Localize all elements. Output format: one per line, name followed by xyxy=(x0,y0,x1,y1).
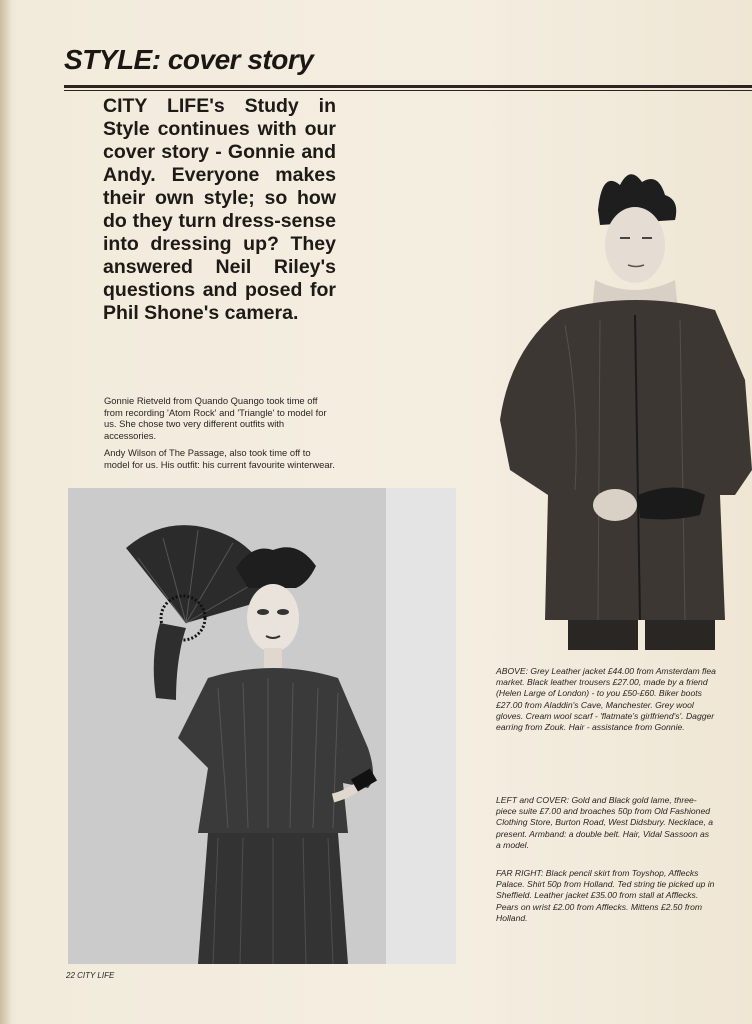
body-paragraph-gonnie: Gonnie Rietveld from Quando Quango took time off from recording 'Atom Rock' and 'Triangle' to model for us. She chose two very different outfits with accessories. xyxy=(104,395,327,441)
header-rule-thin xyxy=(64,90,752,91)
woman-with-fan-illustration xyxy=(68,488,456,964)
section-header: STYLE: cover story xyxy=(64,44,314,75)
page-edge xyxy=(0,0,10,1024)
man-in-jacket-illustration xyxy=(480,150,752,650)
intro-standfirst: CITY LIFE's Study in Style continues with our cover story - Gonnie and Andy. Everyone makes their own style; so how do they turn dress-sense into dressing up? They answered Neil Riley's questions and posed for Phil Shone's camera. xyxy=(103,95,336,324)
caption-above: ABOVE: Grey Leather jacket £44.00 from Amsterdam flea market. Black leather trousers £27.00, made by a friend (Helen Large of London) - to you £50-£60. Biker boots £27.00 from Aladdin's Cave, Manchester. Grey wool gloves. Cream wool scarf - 'flatmate's girlfriend's'. Dagger earring from Zouk. Hair - assistance from Gonnie. xyxy=(496,666,716,733)
header-rule xyxy=(64,85,752,88)
page-folio: 22 CITY LIFE xyxy=(66,971,115,980)
photo-woman-with-fan xyxy=(68,488,456,964)
photo-man-in-leather-jacket xyxy=(480,150,752,650)
body-paragraph-andy: Andy Wilson of The Passage, also took time off to model for us. His outfit: his current favourite winterwear. xyxy=(104,447,335,470)
caption-far-right: FAR RIGHT: Black pencil skirt from Toyshop, Afflecks Palace. Shirt 50p from Holland. Ted string tie picked up in Sheffield. Leather jacket £35.00 from stall at Afflecks. Pears on wrist £2.00 from Afflecks. Mittens £2.50 from Holland. xyxy=(496,868,715,923)
caption-left-cover: LEFT and COVER: Gold and Black gold lame, three-piece suite £7.00 and broaches 50p from Old Fashioned Clothing Store, Burton Road, West Didsbury. Necklace, a present. Armband: a double belt. Hair, Vidal Sassoon as a model. xyxy=(496,795,714,850)
